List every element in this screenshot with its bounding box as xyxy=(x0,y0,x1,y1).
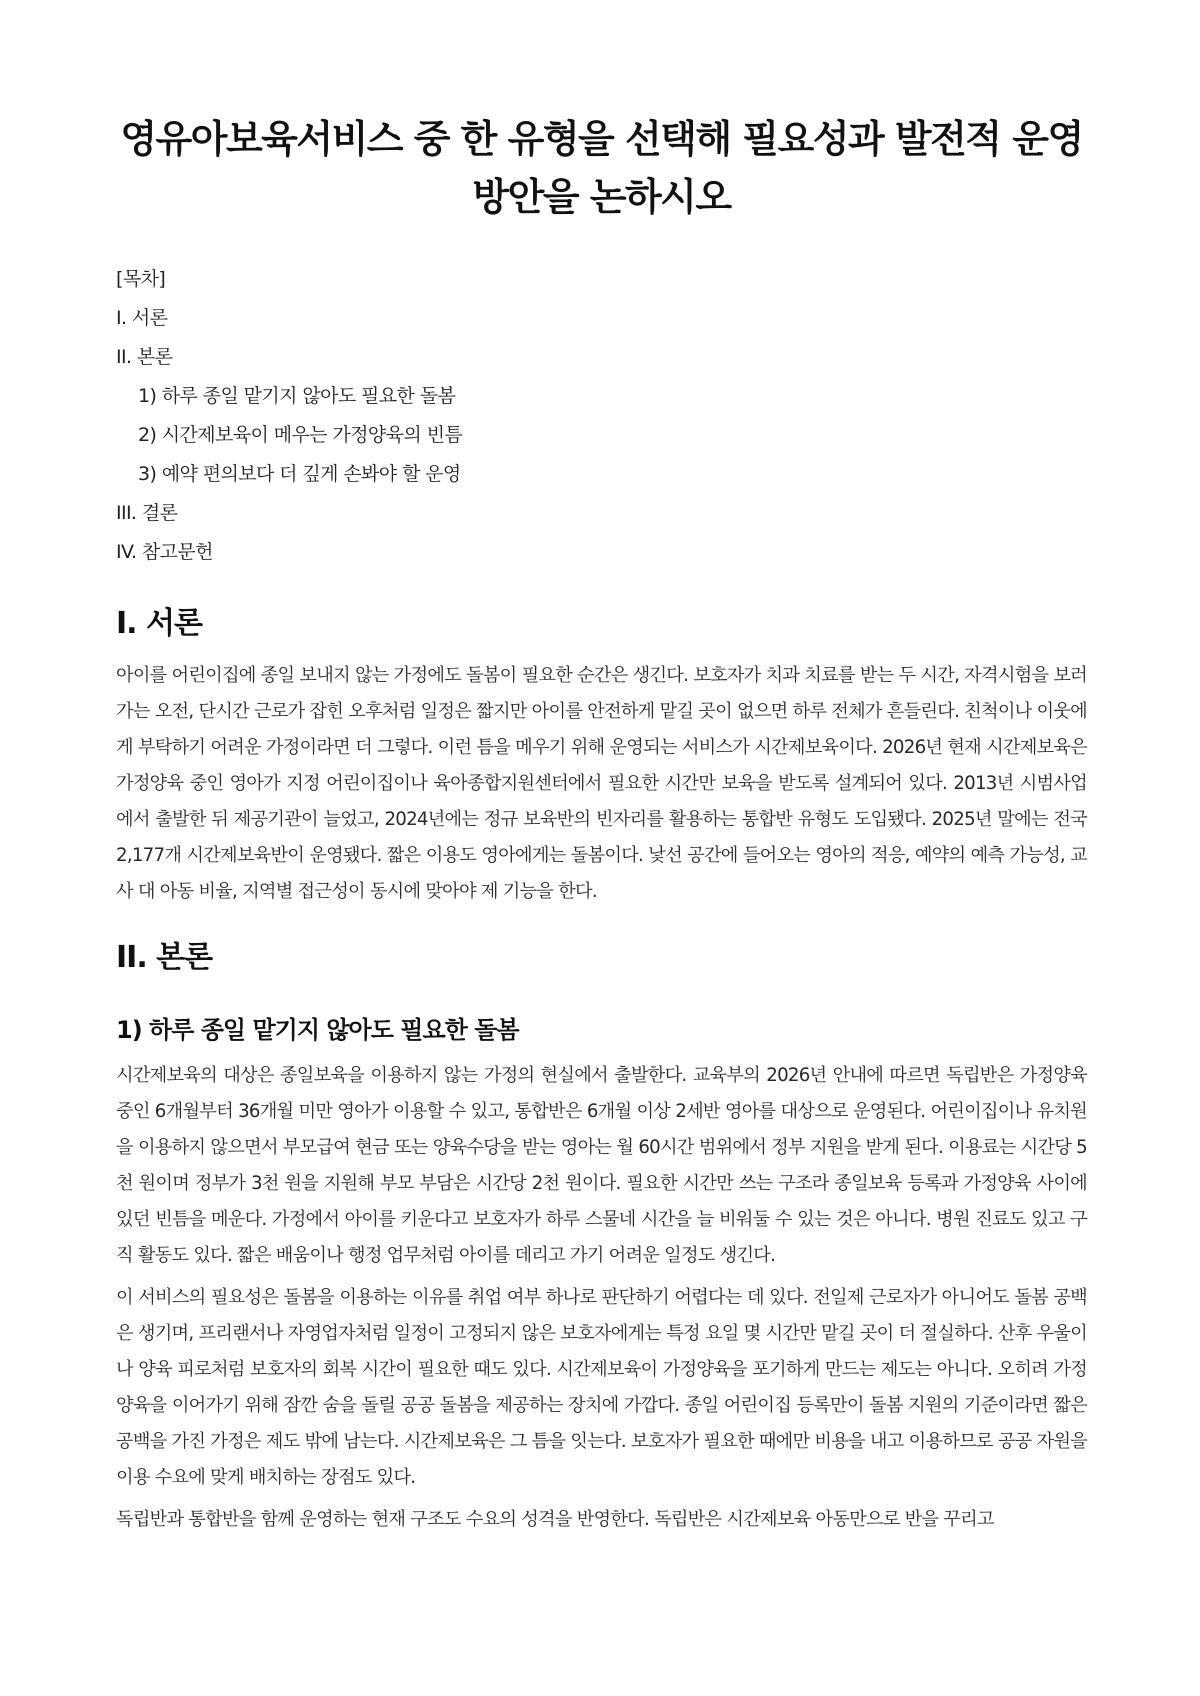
toc-heading: [목차] xyxy=(116,268,166,290)
spacer xyxy=(116,992,1087,1012)
document-title: 영유아보육서비스 중 한 유형을 선택해 필요성과 발전적 운영방안을 논하시오 xyxy=(120,117,1083,219)
spacer xyxy=(116,916,1087,936)
body-paragraph-3: 독립반과 통합반을 함께 운영하는 현재 구조도 수요의 성격을 반영한다. 독립반은 시간제보육 아동만으로 반을 꾸리고 xyxy=(116,1509,994,1530)
toc-item-body-2: 2) 시간제보육이 메우는 가정양육의 빈틈 xyxy=(138,424,463,446)
table-of-contents xyxy=(116,260,1087,572)
toc-item-intro: I. 서론 xyxy=(116,307,168,329)
section-heading-body: II. 본론 xyxy=(116,940,213,975)
toc-item-body-3: 3) 예약 편의보다 더 깊게 손봐야 할 운영 xyxy=(138,463,461,485)
section-heading-intro: I. 서론 xyxy=(116,606,202,641)
toc-item-body-1: 1) 하루 종일 맡기지 않아도 필요한 돌봄 xyxy=(138,385,456,407)
subsection-heading-1: 1) 하루 종일 맡기지 않아도 필요한 돌봄 xyxy=(116,1016,519,1044)
body-paragraph-2: 이 서비스의 필요성은 돌봄을 이용하는 이유를 취업 여부 하나로 판단하기 어렵다는 데 있다. 전일제 근로자가 아니어도 돌봄 공백은 생기며, 프리랜서나 자영업자처럼 일정이 고정되지 않은 보호자에게는 특정 요일 몇 시간만 맡길 곳이 더 절실하다. 산후 우울이나 양육 피로처럼 보호자의 회복 시간이 필요한 때도 있다. 시간제보육이 가정양육을 포기하게 만드는 제도는 아니다. 오히려 가정양육을 이어가기 위해 잠깐 숨을 돌릴 공공 돌봄을 제공하는 장치에 가깝다. 종일 어린이집 등록만이 돌봄 지원의 기준이라면 짧은 공백을 가진 가정은 제도 밖에 남는다. 시간제보육은 그 틈을 잇는다. 보호자가 필요한 때에만 비용을 내고 이용하므로 공공 자원을 이용 수요에 맞게 배치하는 장점도 있다. xyxy=(116,1287,1087,1488)
toc-item-conclusion: III. 결론 xyxy=(116,502,178,524)
body-paragraph-1: 시간제보육의 대상은 종일보육을 이용하지 않는 가정의 현실에서 출발한다. 교육부의 2026년 안내에 따르면 독립반은 가정양육 중인 6개월부터 36개월 미만 영아가 이용할 수 있고, 통합반은 6개월 이상 2세반 영아를 대상으로 운영된다. 어린이집이나 유치원을 이용하지 않으면서 부모급여 현금 또는 양육수당을 받는 영아는 월 60시간 범위에서 정부 지원을 받게 된다. 이용료는 시간당 5천 원이며 정부가 3천 원을 지원해 부모 부담은 시간당 2천 원이다. 필요한 시간만 쓰는 구조라 종일보육 등록과 가정양육 사이에 있던 빈틈을 메운다. 가정에서 아이를 키운다고 보호자가 하루 스물네 시간을 늘 비워둘 수 있는 것은 아니다. 병원 진료도 있고 구직 활동도 있다. 짧은 배움이나 행정 업무처럼 아이를 데리고 가기 어려운 일정도 생긴다. xyxy=(116,1065,1087,1266)
intro-paragraph: 아이를 어린이집에 종일 보내지 않는 가정에도 돌봄이 필요한 순간은 생긴다. 보호자가 치과 치료를 받는 두 시간, 자격시험을 보러 가는 오전, 단시간 근로가 잡힌 오후처럼 일정은 짧지만 아이를 안전하게 맡길 곳이 없으면 하루 전체가 흔들린다. 친척이나 이웃에게 부탁하기 어려운 가정이라면 더 그렇다. 이런 틈을 메우기 위해 운영되는 서비스가 시간제보육이다. 2026년 현재 시간제보육은 가정양육 중인 영아가 지정 어린이집이나 육아종합지원센터에서 필요한 시간만 보육을 받도록 설계되어 있다. 2013년 시범사업에서 출발한 뒤 제공기관이 늘었고, 2024년에는 정규 보육반의 빈자리를 활용하는 통합반 유형도 도입됐다. 2025년 말에는 전국 2,177개 시간제보육반이 운영됐다. 짧은 이용도 영아에게는 돌봄이다. 낯선 공간에 들어오는 영아의 적응, 예약의 예측 가능성, 교사 대 아동 비율, 지역별 접근성이 동시에 맞아야 제 기능을 한다. xyxy=(116,665,1087,902)
toc-item-body: II. 본론 xyxy=(116,346,173,368)
toc-item-references: IV. 참고문헌 xyxy=(116,541,213,563)
